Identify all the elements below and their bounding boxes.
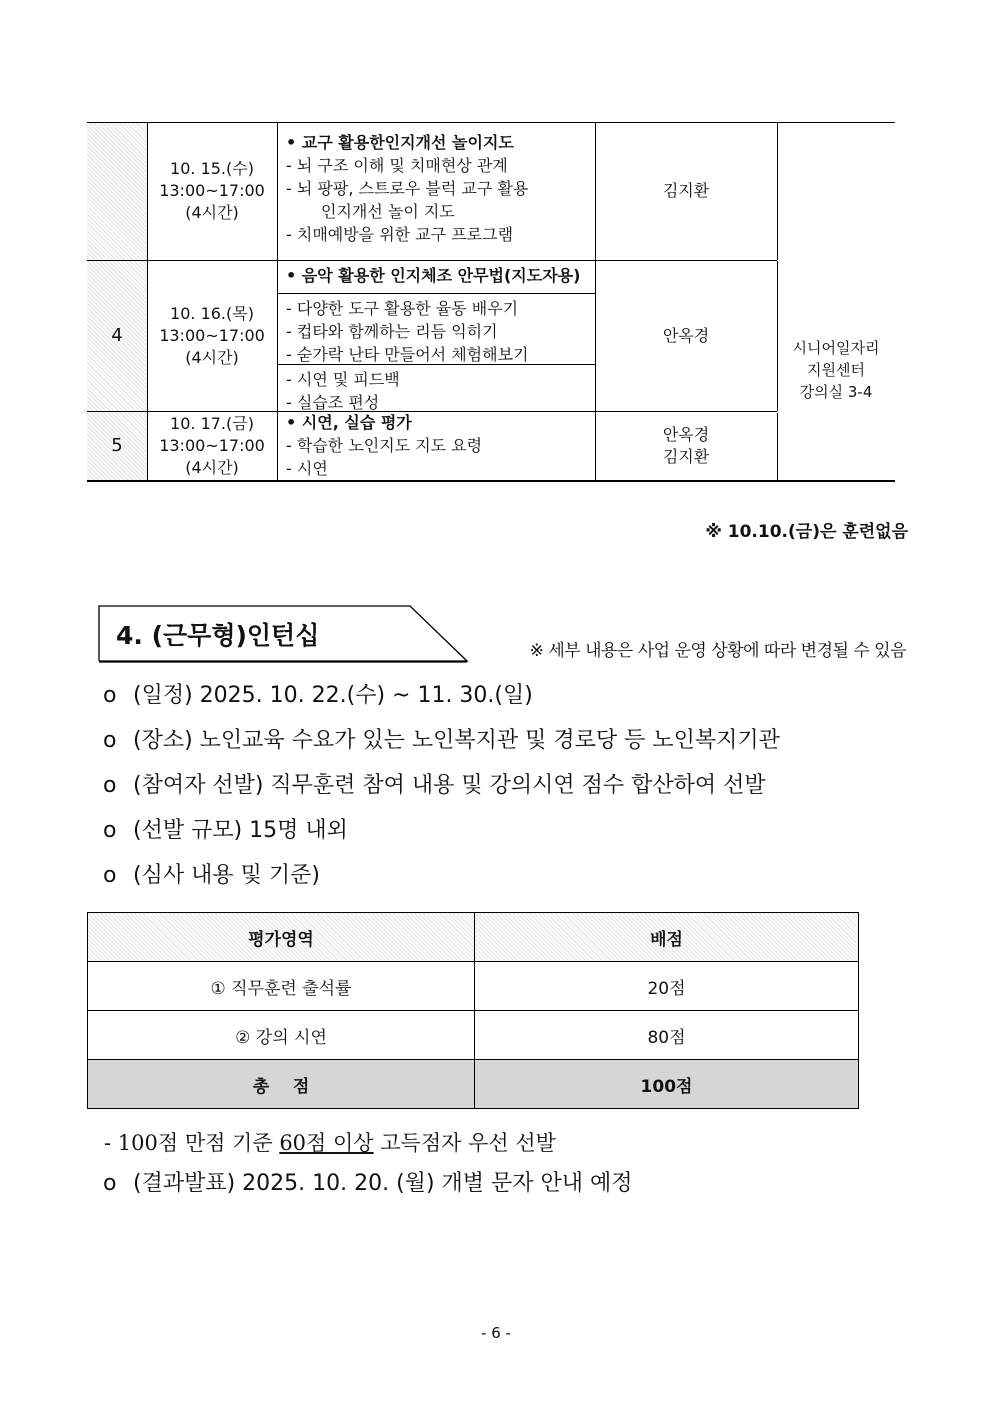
content-item: - 시연 [286,459,328,478]
bullet-text: (심사 내용 및 기준) [133,863,320,888]
instructor-cell [595,122,777,260]
total-label: 총 점 [88,1060,475,1109]
bullet-text: (선발 규모) 15명 내외 [133,818,348,843]
criteria-text: - 100점 만점 기준 [104,1131,280,1155]
session-title: • 시연, 실습 평가 [286,413,412,432]
total-row [88,1060,859,1109]
schedule-content [286,264,580,414]
list-item [103,1166,633,1197]
schedule-date-cell [147,260,277,411]
bullet-text: (참여자 선발) 직무훈련 참여 내용 및 강의시연 점수 합산하여 선발 [133,773,766,798]
place-line: 강의실 3-4 [799,383,873,401]
instructor-cell [595,411,777,480]
page-number: - 6 - [481,1324,511,1342]
session-number: 4 [111,324,123,346]
column-rule [277,122,278,482]
criteria-text: 고득점자 우선 선발 [373,1131,556,1155]
no-training-note: ※ 10.10.(금)은 훈련없음 [705,522,908,542]
session-date: 10. 16.(목) [170,303,254,323]
session-date: 10. 17.(금) [170,413,254,433]
section-note: ※ 세부 내용은 사업 운영 상황에 따라 변경될 수 있음 [529,641,906,661]
schedule-content [286,131,528,246]
table-rule [87,480,895,482]
criteria-threshold: 60점 이상 [279,1131,374,1155]
table-row [88,962,859,1011]
header-points: 배점 [475,913,859,962]
list-item [103,723,780,768]
total-points: 100점 [475,1060,859,1109]
bullet-list [103,678,780,903]
schedule-table [87,122,895,482]
content-item: - 숟가락 난타 만들어서 체험해보기 [286,345,529,364]
list-item [103,678,780,723]
content-item: - 컵타와 함께하는 리듬 익히기 [286,322,498,341]
session-hours: (4시간) [185,457,239,477]
schedule-date-cell [147,411,277,480]
list-item [103,813,780,858]
content-item: - 다양한 도구 활용한 율동 배우기 [286,299,519,318]
bullet-text: (일정) 2025. 10. 22.(수) ~ 11. 30.(일) [133,683,533,708]
bullet-text: (결과발표) 2025. 10. 20. (월) 개별 문자 안내 예정 [133,1171,633,1196]
bullet-mark: o [103,773,117,798]
bullet-mark: o [103,1171,117,1196]
session-hours: (4시간) [185,203,239,222]
place-line: 시니어일자리 [792,339,880,357]
instructor-name: 김지환 [662,446,710,466]
instructor-name: 김지환 [662,181,710,200]
session-date: 10. 15.(수) [170,159,254,178]
area-cell: ① 직무훈련 출석률 [88,962,475,1011]
header-area: 평가영역 [88,913,475,962]
bullet-mark: o [103,818,117,843]
list-item [103,858,780,903]
session-hours: (4시간) [185,347,239,367]
session-title: • 교구 활용한인지개선 놀이지도 [286,133,514,152]
bullet-text: (장소) 노인교육 수요가 있는 노인복지관 및 경로당 등 노인복지기관 [133,728,780,753]
bullet-mark: o [103,683,117,708]
bullet-mark: o [103,728,117,753]
content-item: - 뇌 구조 이해 및 치매현상 관계 [286,156,508,175]
place-line: 지원센터 [807,361,865,379]
area-cell: ② 강의 시연 [88,1011,475,1060]
content-item: - 학습한 노인지도 지도 요령 [286,436,483,455]
schedule-content [286,411,482,480]
content-item: - 실습조 편성 [286,393,380,412]
session-time: 13:00~17:00 [159,325,265,345]
content-item: - 뇌 팡팡, 스트로우 블럭 교구 활용 [286,179,529,198]
schedule-date-cell [147,122,277,260]
section-title: 4. (근무형)인턴십 [116,621,320,650]
list-item [103,768,780,813]
place-cell [777,260,895,480]
session-title: • 음악 활용한 인지체조 안무법(지도자용) [286,266,581,285]
session-time: 13:00~17:00 [159,435,265,455]
content-item: 인지개선 놀이 지도 [321,202,455,221]
instructor-name: 안옥경 [662,424,710,444]
bullet-mark: o [103,863,117,888]
instructor-cell [595,260,777,411]
points-cell: 20점 [475,962,859,1011]
session-number: 5 [111,434,123,456]
points-cell: 80점 [475,1011,859,1060]
session-time: 13:00~17:00 [159,181,265,200]
content-item: - 치매예방을 위한 교구 프로그램 [286,225,514,244]
instructor-name: 안옥경 [662,325,710,345]
table-header-row [88,913,859,962]
selection-criteria-note [104,1127,556,1157]
content-item: - 시연 및 피드백 [286,370,400,389]
evaluation-table [87,912,859,1109]
table-row [88,1011,859,1060]
